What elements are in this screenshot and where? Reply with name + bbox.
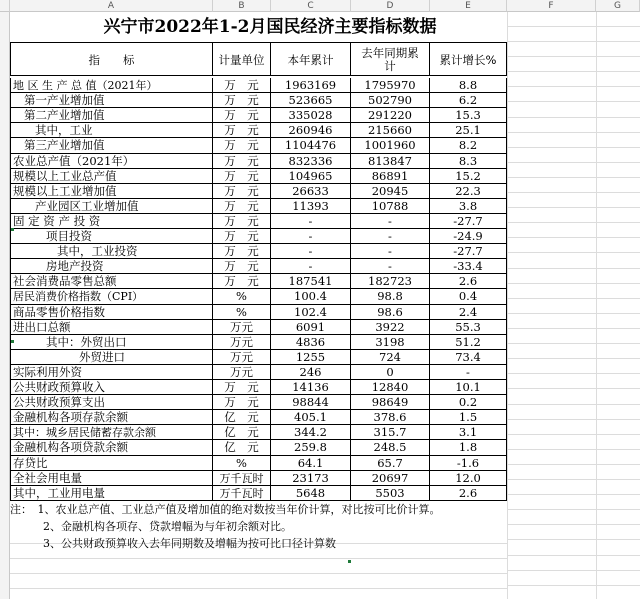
cell-unit[interactable]: 万 元 <box>213 138 271 154</box>
cell-growth[interactable]: 3.8 <box>430 199 507 214</box>
gridline <box>507 252 640 253</box>
gridline <box>507 283 640 284</box>
header-unit[interactable]: 计量单位 <box>213 42 271 76</box>
gridline <box>507 404 640 405</box>
cell-cur[interactable]: 405.1 <box>271 410 351 425</box>
column-header-e[interactable]: E <box>430 0 507 12</box>
cell-prev[interactable]: 248.5 <box>351 440 430 456</box>
cell-comment-marker <box>11 340 14 343</box>
gridline <box>507 147 640 148</box>
cell-name[interactable]: 规模以上工业增加值 <box>10 184 213 199</box>
gridline <box>507 539 640 540</box>
gridline <box>507 162 640 163</box>
gridline <box>507 373 640 374</box>
cell-prev[interactable]: - <box>351 214 430 229</box>
cell-name[interactable]: 规模以上工业总产值 <box>10 169 213 184</box>
cell-name[interactable]: 房地产投资 <box>10 259 213 274</box>
cell-name[interactable]: 公共财政预算收入 <box>10 380 213 395</box>
cell-prev[interactable]: - <box>351 229 430 244</box>
cell-cur[interactable]: 832336 <box>271 154 351 169</box>
column-header-f[interactable]: F <box>507 0 596 12</box>
cell-growth[interactable]: -27.7 <box>430 214 507 229</box>
gridline <box>507 494 640 495</box>
gridline <box>507 222 640 223</box>
cell-unit[interactable]: 万 元 <box>213 244 271 259</box>
cell-prev[interactable]: 98.8 <box>351 289 430 305</box>
cell-growth[interactable]: 8.2 <box>430 138 507 154</box>
cell-name[interactable]: 商品零售价格指数 <box>10 305 213 320</box>
gridline <box>507 358 640 359</box>
cell-name[interactable]: 第三产业增加值 <box>10 138 213 154</box>
cell-prev[interactable]: - <box>351 259 430 274</box>
cell-growth[interactable]: 0.2 <box>430 395 507 410</box>
cell-prev[interactable]: 3922 <box>351 320 430 335</box>
cell-unit[interactable]: 万元 <box>213 335 271 350</box>
cell-growth[interactable]: - <box>430 365 507 380</box>
cell-name[interactable]: 社会消费品零售总额 <box>10 274 213 289</box>
column-header-b[interactable]: B <box>213 0 271 12</box>
cell-prev[interactable]: 1001960 <box>351 138 430 154</box>
cell-name[interactable]: 其中，工业 <box>10 123 213 138</box>
cell-growth[interactable]: 2.4 <box>430 305 507 320</box>
row-header-gutter[interactable] <box>0 12 10 599</box>
cell-cur[interactable]: 1963169 <box>271 78 351 93</box>
gridline <box>596 12 597 599</box>
cell-prev[interactable]: 20697 <box>351 471 430 486</box>
gridline <box>507 509 640 510</box>
gridline <box>507 207 640 208</box>
cell-cur[interactable]: - <box>271 244 351 259</box>
gridline <box>507 298 640 299</box>
gridline <box>507 328 640 329</box>
gridline <box>507 86 640 87</box>
cell-cur[interactable]: 5648 <box>271 486 351 501</box>
cell-cur[interactable]: 523665 <box>271 93 351 108</box>
cell-prev[interactable]: - <box>351 244 430 259</box>
gridline <box>507 101 640 102</box>
cell-growth[interactable]: 73.4 <box>430 350 507 365</box>
gridline <box>507 237 640 238</box>
cell-cur[interactable]: 344.2 <box>271 425 351 440</box>
cell-cur[interactable]: 64.1 <box>271 456 351 471</box>
cell-prev[interactable]: 12840 <box>351 380 430 395</box>
gridline <box>507 479 640 480</box>
column-header-c[interactable]: C <box>271 0 351 12</box>
cell-name[interactable]: 存贷比 <box>10 456 213 471</box>
cell-prev[interactable]: 20945 <box>351 184 430 199</box>
cell-name[interactable]: 农业总产值（2021年） <box>10 154 213 169</box>
gridline <box>10 588 507 589</box>
cell-unit[interactable]: 亿 元 <box>213 425 271 440</box>
cell-cur[interactable]: 335028 <box>271 108 351 123</box>
cell-name[interactable]: 第一产业增加值 <box>10 93 213 108</box>
cell-growth[interactable]: 12.0 <box>430 471 507 486</box>
cell-prev[interactable]: 0 <box>351 365 430 380</box>
cell-prev[interactable]: 813847 <box>351 154 430 169</box>
cell-cur[interactable]: 14136 <box>271 380 351 395</box>
cell-unit[interactable]: 万 元 <box>213 395 271 410</box>
cell-name[interactable]: 第二产业增加值 <box>10 108 213 123</box>
gridline <box>507 56 640 57</box>
cell-unit[interactable]: 万 元 <box>213 259 271 274</box>
cell-prev[interactable]: 378.6 <box>351 410 430 425</box>
cell-unit[interactable]: 万 元 <box>213 214 271 229</box>
cell-unit[interactable]: 万 元 <box>213 380 271 395</box>
cell-name[interactable]: 金融机构各项存款余额 <box>10 410 213 425</box>
gridline <box>507 313 640 314</box>
cell-cur[interactable]: 100.4 <box>271 289 351 305</box>
cell-unit[interactable]: 万 元 <box>213 274 271 289</box>
gridline <box>507 524 640 525</box>
cell-cur[interactable]: 98844 <box>271 395 351 410</box>
sheet-title[interactable]: 兴宁市2022年1-2月国民经济主要指标数据 <box>103 17 437 37</box>
cell-name[interactable]: 产业园区工业增加值 <box>10 199 213 214</box>
cell-growth[interactable]: 1.5 <box>430 410 507 425</box>
cell-cur[interactable]: - <box>271 214 351 229</box>
cell-growth[interactable]: 51.2 <box>430 335 507 350</box>
gridline <box>507 464 640 465</box>
gridline <box>507 449 640 450</box>
cell-name[interactable]: 外贸进口 <box>10 350 213 365</box>
cell-prev[interactable]: 502790 <box>351 93 430 108</box>
select-all-corner[interactable] <box>0 0 10 12</box>
cell-cur[interactable]: 104965 <box>271 169 351 184</box>
cell-cur[interactable]: 102.4 <box>271 305 351 320</box>
cell-name[interactable]: 其中，工业用电量 <box>10 486 213 501</box>
cell-unit[interactable]: 亿 元 <box>213 410 271 425</box>
cell-unit[interactable]: 万 元 <box>213 93 271 108</box>
cell-growth[interactable]: 3.1 <box>430 425 507 440</box>
cell-unit[interactable]: 万元 <box>213 320 271 335</box>
cell-name[interactable]: 居民消费价格指数（CPI） <box>10 289 213 305</box>
gridline <box>507 177 640 178</box>
cell-unit[interactable]: 万元 <box>213 350 271 365</box>
cell-growth[interactable]: -27.7 <box>430 244 507 259</box>
cell-growth[interactable]: -24.9 <box>430 229 507 244</box>
gridline <box>507 71 640 72</box>
cell-unit[interactable]: 万千瓦时 <box>213 471 271 486</box>
cell-growth[interactable]: 15.2 <box>430 169 507 184</box>
cell-prev[interactable]: 3198 <box>351 335 430 350</box>
gridline <box>507 343 640 344</box>
cell-unit[interactable]: % <box>213 305 271 320</box>
cell-growth[interactable]: 8.3 <box>430 154 507 169</box>
cell-cur[interactable]: 6091 <box>271 320 351 335</box>
cell-prev[interactable]: 98.6 <box>351 305 430 320</box>
cell-unit[interactable]: 万 元 <box>213 123 271 138</box>
footnote[interactable]: 注： 1、农业总产值、工业总产值及增加值的绝对数按当年价计算，对比按可比价计算。 <box>10 503 441 516</box>
gridline <box>507 12 508 599</box>
cell-unit[interactable]: 亿 元 <box>213 440 271 456</box>
cell-unit[interactable]: 万 元 <box>213 199 271 214</box>
header-indicator[interactable]: 指 标 <box>10 42 213 76</box>
cell-growth[interactable]: 6.2 <box>430 93 507 108</box>
cell-cur[interactable]: 1255 <box>271 350 351 365</box>
gridline <box>10 558 507 559</box>
cell-prev[interactable]: 215660 <box>351 123 430 138</box>
cell-name[interactable]: 固 定 资 产 投 资 <box>10 214 213 229</box>
gridline <box>507 434 640 435</box>
cell-unit[interactable]: 万 元 <box>213 184 271 199</box>
cell-prev[interactable]: 5503 <box>351 486 430 501</box>
cell-comment-marker <box>11 228 14 231</box>
cell-cur[interactable]: 1104476 <box>271 138 351 154</box>
cell-growth[interactable]: 2.6 <box>430 486 507 501</box>
cell-growth[interactable]: -33.4 <box>430 259 507 274</box>
header-prev[interactable]: 去年同期累 计 <box>351 42 430 76</box>
cell-prev[interactable]: 291220 <box>351 108 430 123</box>
column-header-g[interactable]: G <box>596 0 640 12</box>
cell-prev[interactable]: 98649 <box>351 395 430 410</box>
cell-growth[interactable]: 0.4 <box>430 289 507 305</box>
cell-cur[interactable]: - <box>271 259 351 274</box>
cell-prev[interactable]: 182723 <box>351 274 430 289</box>
cell-unit[interactable]: 万 元 <box>213 169 271 184</box>
cell-cur[interactable]: - <box>271 229 351 244</box>
cell-name[interactable]: 实际利用外资 <box>10 365 213 380</box>
cell-unit[interactable]: 万 元 <box>213 229 271 244</box>
cell-unit[interactable]: 万 元 <box>213 154 271 169</box>
cell-name[interactable]: 金融机构各项贷款余额 <box>10 440 213 456</box>
gridline <box>507 192 640 193</box>
gridline <box>507 570 640 571</box>
cell-unit[interactable]: % <box>213 289 271 305</box>
gridline <box>507 585 640 586</box>
cell-unit[interactable]: 万 元 <box>213 78 271 93</box>
cell-prev[interactable]: 65.7 <box>351 456 430 471</box>
cell-prev[interactable]: 1795970 <box>351 78 430 93</box>
cell-growth[interactable]: 1.8 <box>430 440 507 456</box>
gridline <box>10 573 507 574</box>
gridline <box>507 132 640 133</box>
cell-cur[interactable]: 259.8 <box>271 440 351 456</box>
gridline <box>507 419 640 420</box>
cell-growth[interactable]: 2.6 <box>430 274 507 289</box>
cell-cur[interactable]: 260946 <box>271 123 351 138</box>
cell-prev[interactable]: 724 <box>351 350 430 365</box>
cell-cur[interactable]: 23173 <box>271 471 351 486</box>
column-header-d[interactable]: D <box>351 0 430 12</box>
cell-growth[interactable]: 10.1 <box>430 380 507 395</box>
cell-name[interactable]: 公共财政预算支出 <box>10 395 213 410</box>
footnote[interactable]: 3、公共财政预算收入去年同期数及增幅为按可比口径计算数 <box>10 537 336 550</box>
cell-growth[interactable]: -1.6 <box>430 456 507 471</box>
cell-name[interactable]: 进出口总额 <box>10 320 213 335</box>
cell-cur[interactable]: 4836 <box>271 335 351 350</box>
cell-growth[interactable]: 15.3 <box>430 108 507 123</box>
gridline <box>507 388 640 389</box>
cell-cur[interactable]: 11393 <box>271 199 351 214</box>
header-growth[interactable]: 累计增长% <box>430 42 507 76</box>
cell-unit[interactable]: 万 元 <box>213 108 271 123</box>
cell-cur[interactable]: 246 <box>271 365 351 380</box>
cell-name[interactable]: 其中：城乡居民储蓄存款余额 <box>10 425 213 440</box>
cell-growth[interactable]: 55.3 <box>430 320 507 335</box>
cell-unit[interactable]: 万千瓦时 <box>213 486 271 501</box>
cell-name[interactable]: 其中，工业投资 <box>10 244 213 259</box>
cell-cur[interactable]: 26633 <box>271 184 351 199</box>
gridline <box>507 268 640 269</box>
cell-unit[interactable]: % <box>213 456 271 471</box>
cell-name[interactable]: 全社会用电量 <box>10 471 213 486</box>
cell-growth[interactable]: 8.8 <box>430 78 507 93</box>
cell-cur[interactable]: 187541 <box>271 274 351 289</box>
cell-name[interactable]: 项目投资 <box>10 229 213 244</box>
cell-prev[interactable]: 315.7 <box>351 425 430 440</box>
cell-growth[interactable]: 25.1 <box>430 123 507 138</box>
cell-prev[interactable]: 86891 <box>351 169 430 184</box>
column-header-a[interactable]: A <box>10 0 213 12</box>
cell-unit[interactable]: 万元 <box>213 365 271 380</box>
cell-comment-marker <box>348 560 351 563</box>
cell-growth[interactable]: 22.3 <box>430 184 507 199</box>
cell-prev[interactable]: 10788 <box>351 199 430 214</box>
gridline <box>507 117 640 118</box>
header-current[interactable]: 本年累计 <box>271 42 351 76</box>
cell-name[interactable]: 其中：外贸出口 <box>10 335 213 350</box>
gridline <box>507 555 640 556</box>
cell-name[interactable]: 地 区 生 产 总 值（2021年） <box>10 78 213 93</box>
footnote[interactable]: 2、金融机构各项存、贷款增幅为与年初余额对比。 <box>10 520 292 533</box>
